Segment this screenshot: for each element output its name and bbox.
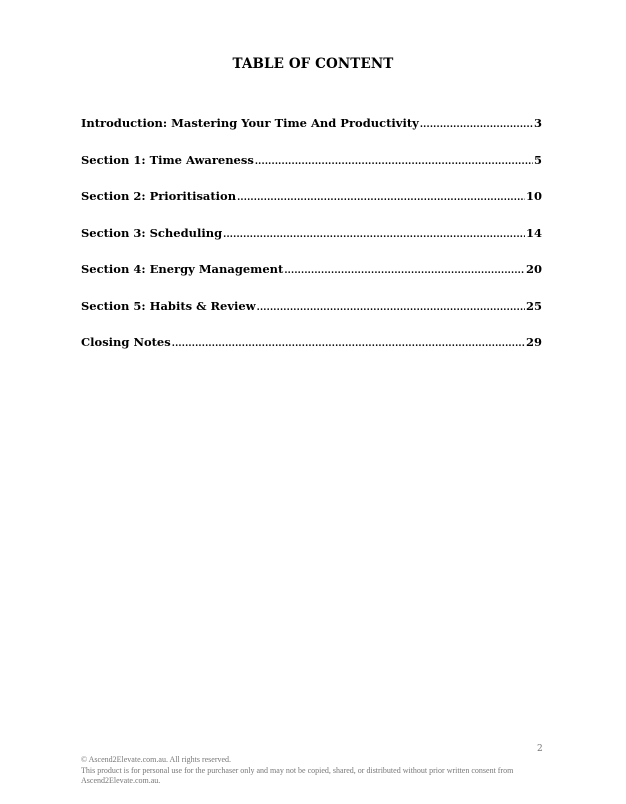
toc-entry[interactable]	[81, 299, 542, 336]
table-of-contents	[81, 116, 542, 372]
toc-entry[interactable]	[81, 116, 542, 153]
toc-entry-page: 20	[525, 262, 542, 276]
toc-entry-label: Section 1: Time Awareness	[81, 152, 254, 167]
footer-copyright: © Ascend2Elevate.com.au. All rights reserved.	[81, 755, 232, 764]
dot-leader	[255, 157, 533, 167]
toc-entry-page: 14	[525, 225, 542, 240]
page-number: 2	[537, 744, 543, 754]
dot-leader	[172, 339, 525, 349]
toc-entry[interactable]	[81, 189, 542, 226]
toc-entry-page: 10	[525, 189, 542, 203]
toc-entry-label: Introduction: Mastering Your Time And Productivity	[81, 116, 419, 130]
toc-entry-label: Section 4: Energy Management	[81, 262, 284, 276]
toc-entry-label: Section 2: Prioritisation	[81, 189, 237, 203]
toc-entry[interactable]	[81, 335, 542, 372]
toc-entry-label: Section 3: Scheduling	[81, 225, 223, 240]
dot-leader	[420, 120, 533, 130]
toc-entry-page: 25	[525, 298, 542, 313]
toc-entry[interactable]	[81, 153, 542, 190]
toc-entry-label: Section 5: Habits & Review	[81, 298, 256, 313]
dot-leader	[223, 230, 525, 240]
toc-entry[interactable]	[81, 226, 542, 263]
footer	[81, 755, 551, 787]
toc-entry-label: Closing Notes	[81, 335, 171, 349]
dot-leader	[284, 266, 525, 276]
toc-entry-page: 3	[533, 116, 542, 130]
dot-leader	[257, 303, 525, 313]
footer-notice: This product is for personal use for the purchaser only and may not be copied, shared, or distributed without prior written consent from Ascend2Elevate.com.au.	[81, 765, 514, 785]
toc-entry-page: 5	[533, 152, 542, 167]
toc-entry-page: 29	[525, 335, 542, 349]
toc-entry[interactable]	[81, 262, 542, 299]
page-title: TABLE OF CONTENT	[232, 56, 394, 72]
dot-leader	[237, 193, 525, 203]
